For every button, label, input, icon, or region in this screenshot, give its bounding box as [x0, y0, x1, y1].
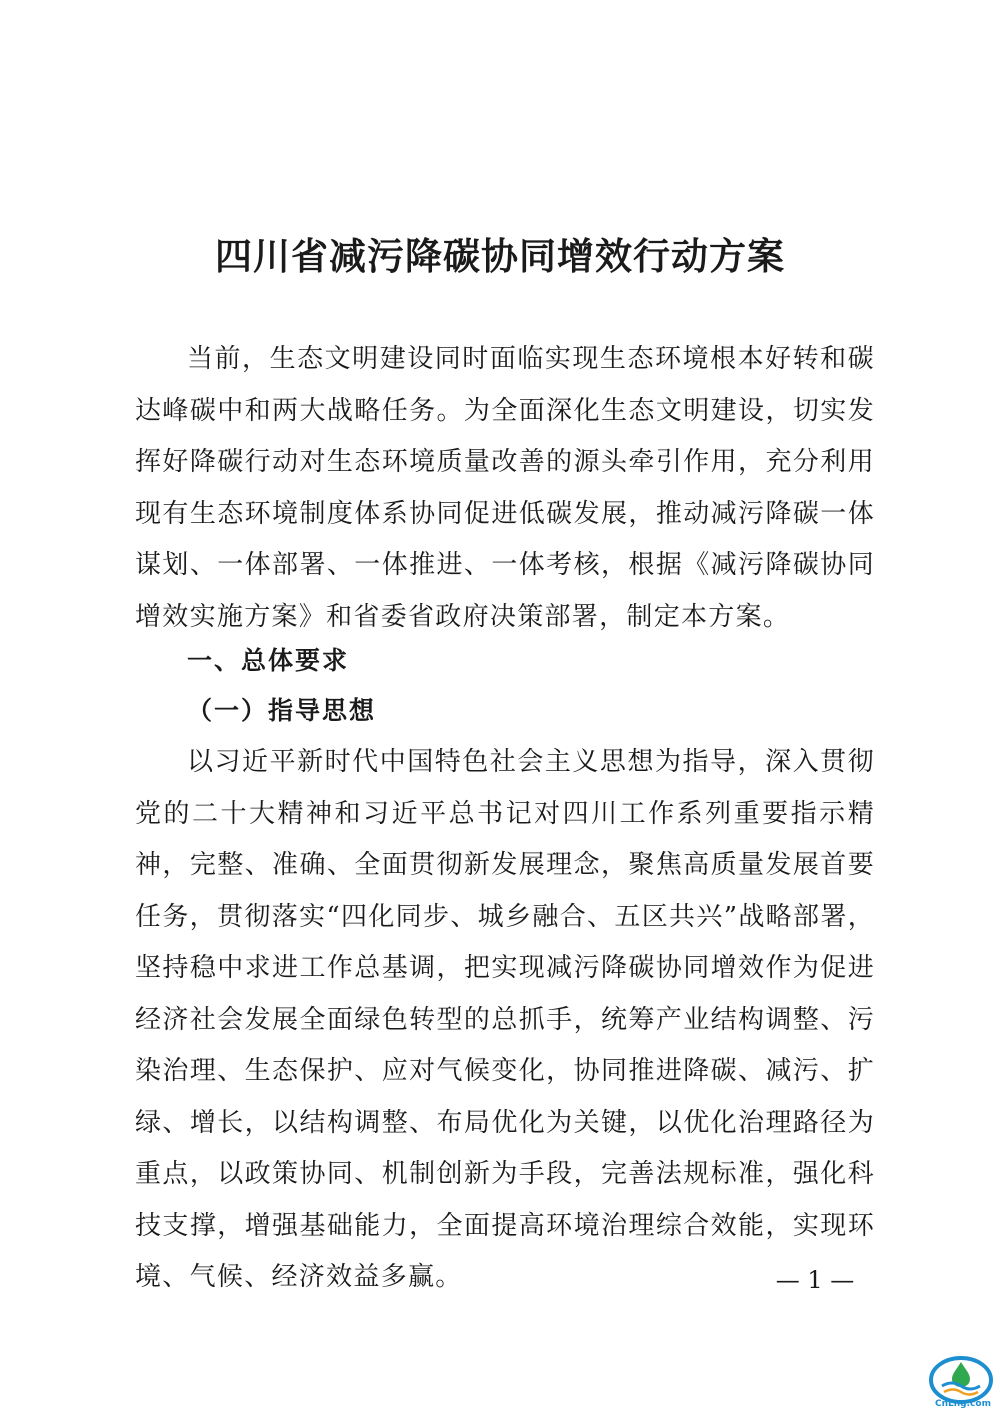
subsection-heading-guiding-ideology: （一）指导思想	[187, 696, 377, 725]
watermark-text: CnLng.com	[935, 1399, 991, 1409]
guiding-ideology-paragraph: 以习近平新时代中国特色社会主义思想为指导，深入贯彻党的二十大精神和习近平总书记对四川工作系列重要指示精神，完整、准确、全面贯彻新发展理念，聚焦高质量发展首要任务，贯彻落实“四化同步、城乡融合、五区共兴”战略部署，坚持稳中求进工作总基调，把实现减污降碳协同增效作为促进经济社会发展全面绿色转型的总抓手，统筹产业结构调整、污染治理、生态保护、应对气候变化，协同推进降碳、减污、扩绿、增长，以结构调整、布局优化为关键，以优化治理路径为重点，以政策协同、机制创新为手段，完善法规标准，强化科技支撑，增强基础能力，全面提高环境治理综合效能，实现环境、气候、经济效益多赢。	[135, 747, 876, 1292]
intro-paragraph: 当前，生态文明建设同时面临实现生态环境根本好转和碳达峰碳中和两大战略任务。为全面深化生态文明建设，切实发挥好降碳行动对生态环境质量改善的源头牵引作用，充分利用现有生态环境制度体系协同促进低碳发展，推动减污降碳一体谋划、一体部署、一体推进、一体考核，根据《减污降碳协同增效实施方案》和省委省政府决策部署，制定本方案。	[135, 344, 875, 632]
section-heading-general-requirements: 一、总体要求	[187, 646, 350, 675]
document-title: 四川省减污降碳协同增效行动方案	[215, 234, 785, 278]
page-number: — 1 —	[775, 1266, 855, 1294]
